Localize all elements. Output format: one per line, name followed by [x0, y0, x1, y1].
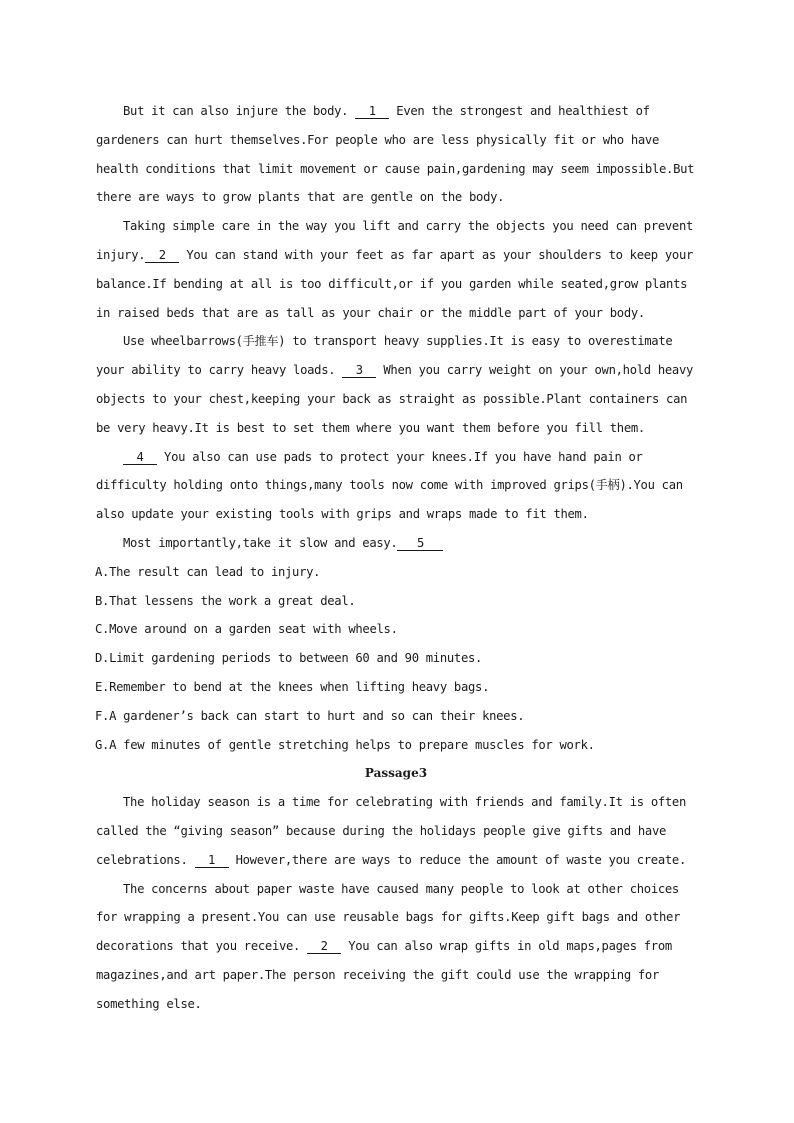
- p2-para1-line4: there are ways to grow plants that are gentle on the body.: [96, 190, 505, 205]
- option-e[interactable]: E.Remember to bend at the knees when lifting heavy bags.: [95, 679, 490, 694]
- option-d[interactable]: D.Limit gardening periods to between 60 and 90 minutes.: [95, 651, 483, 666]
- p2-para2-line4: in raised beds that are as tall as your chair or the middle part of your body.: [96, 305, 645, 320]
- text: You also can use pads to protect your knees.If you have hand pain or: [164, 449, 643, 464]
- p3-para2-line5: something else.: [96, 996, 202, 1011]
- p3-para2-line4: magazines,and art paper.The person receiving the gift could use the wrapping for: [96, 967, 660, 982]
- text: However,there are ways to reduce the amount of waste you create.: [235, 852, 686, 867]
- answer-blank-4[interactable]: 4: [123, 450, 157, 465]
- p2-para3-line1: Use wheelbarrows(手推车) to transport heavy supplies.It is easy to overestimate: [123, 334, 673, 349]
- option-b[interactable]: B.That lessens the work a great deal.: [95, 593, 356, 608]
- p2-para4-line1: [96, 443, 696, 472]
- p3-para2-line3: [96, 932, 696, 961]
- answer-blank-1[interactable]: 1: [355, 104, 389, 119]
- text: decorations that you receive.: [96, 939, 301, 954]
- p2-para2-line2: [96, 241, 696, 270]
- answer-blank-3[interactable]: 3: [342, 363, 376, 378]
- option-g[interactable]: G.A few minutes of gentle stretching helps to prepare muscles for work.: [95, 737, 595, 752]
- option-f[interactable]: F.A gardener’s back can start to hurt and so can their knees.: [95, 708, 525, 723]
- text: You can stand with your feet as far apart as your shoulders to keep your: [186, 247, 694, 262]
- answer-blank-5[interactable]: 5: [397, 536, 443, 551]
- text: Even the strongest and healthiest of: [396, 104, 650, 118]
- p2-para1-line1: [96, 97, 696, 126]
- p2-para4-line3: also update your existing tools with grips and wraps made to fit them.: [96, 507, 589, 522]
- passage3-heading: Passage3: [364, 766, 428, 781]
- text: celebrations.: [96, 852, 188, 867]
- answer-blank-p3-2[interactable]: 2: [307, 939, 341, 954]
- p3-para1-line1: The holiday season is a time for celebrating with friends and family.It is often: [123, 795, 687, 810]
- document-page: [96, 97, 696, 1019]
- p3-para1-line3: [96, 846, 696, 875]
- text: injury.: [96, 247, 146, 262]
- p3-para1-line2: called the “giving season” because during the holidays people give gifts and have: [96, 823, 667, 838]
- option-c[interactable]: C.Move around on a garden seat with wheels.: [95, 622, 398, 637]
- p3-para2-line1: The concerns about paper waste have caused many people to look at other choices: [123, 881, 679, 896]
- answer-blank-p3-1[interactable]: 1: [195, 853, 229, 868]
- p2-para3-line2: [96, 356, 696, 385]
- p3-para2-line2: for wrapping a present.You can use reusable bags for gifts.Keep gift bags and other: [96, 910, 681, 925]
- text: You can also wrap gifts in old maps,pages from: [348, 939, 672, 954]
- text: But it can also injure the body.: [123, 104, 349, 118]
- text: When you carry weight on your own,hold heavy: [383, 363, 694, 378]
- p2-para2-line3: balance.If bending at all is too difficult,or if you garden while seated,grow plants: [96, 276, 688, 291]
- p2-para3-line3: objects to your chest,keeping your back as straight as possible.Plant containers can: [96, 391, 688, 406]
- text: your ability to carry heavy loads.: [96, 363, 336, 378]
- p2-para1-line2: gardeners can hurt themselves.For people who are less physically fit or who have: [96, 132, 660, 147]
- p2-para4-line2: difficulty holding onto things,many tools now come with improved grips(手柄).You can: [96, 478, 683, 493]
- option-a[interactable]: A.The result can lead to injury.: [95, 564, 321, 579]
- p2-para2-line1: Taking simple care in the way you lift and carry the objects you need can prevent: [123, 219, 694, 234]
- text: Most importantly,take it slow and easy.: [123, 535, 398, 550]
- p2-para3-line4: be very heavy.It is best to set them where you want them before you fill them.: [96, 420, 645, 435]
- p2-para5-line1: [96, 529, 696, 558]
- answer-blank-2[interactable]: 2: [145, 248, 179, 263]
- p2-para1-line3: health conditions that limit movement or cause pain,gardening may seem impossible.But: [96, 161, 695, 176]
